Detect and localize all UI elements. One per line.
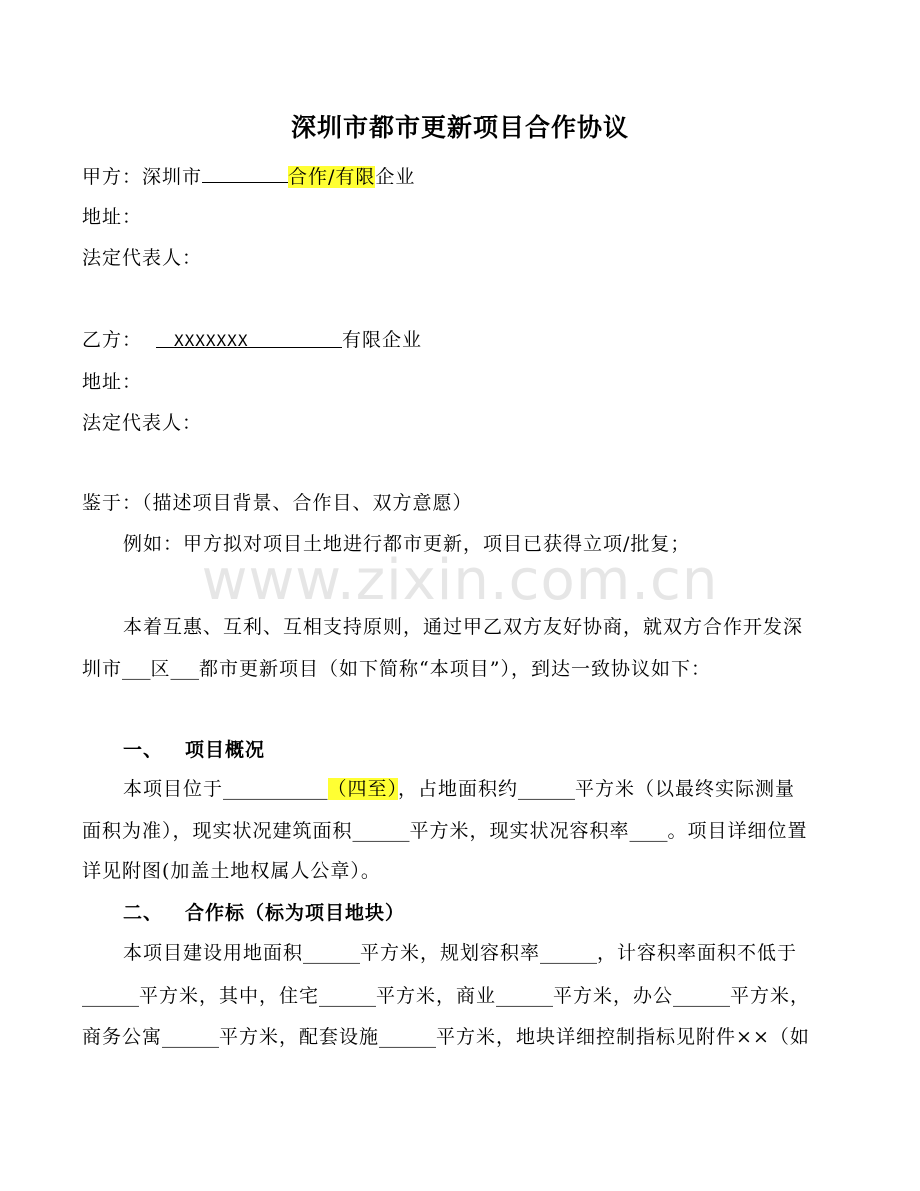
party-b-suffix: 有限企业 (342, 329, 423, 351)
principle-line-2: 圳市___区___都市更新项目（如下简称“本项目”），到达一致协议如下： (82, 658, 711, 680)
section-2-number: 二、 (123, 902, 164, 924)
whereas-line: 鉴于：（描述项目背景、合作目、双方意愿） (82, 492, 473, 514)
section-1-number: 一、 (123, 739, 164, 761)
party-a-highlight: 合作/有限 (288, 166, 376, 188)
party-b-blank: XXXXXXX (156, 328, 342, 348)
section-1-line-2: 面积为准），现实状况建筑面积______平方米，现实状况容积率____。项目详细位置 (82, 820, 808, 842)
section-2-line-1: 本项目建设用地面积______平方米，规划容积率______，计容积率面积不低于 (123, 942, 798, 964)
document-title: 深圳市都市更新项目合作协议 (290, 113, 629, 142)
party-b-line (82, 327, 422, 353)
section-1-line-3: 详见附图(加盖土地权属人公章）。 (82, 860, 381, 882)
party-a-rep: 法定代表人： (82, 247, 203, 269)
section-1-heading (123, 737, 265, 763)
section-1-title: 项目概况 (185, 739, 266, 761)
party-a-address: 地址： (82, 206, 143, 228)
party-a-blank (202, 162, 288, 183)
principle-line-1: 本着互惠、互利、互相支持原则，通过甲乙双方友好协商，就双方合作开发深 (123, 616, 804, 638)
whereas-example: 例如：甲方拟对项目土地进行都市更新，项目已获得立项/批复； (123, 533, 691, 555)
section-2-heading (123, 900, 405, 926)
party-a-label: 甲方：深圳市 (82, 166, 203, 188)
section-2-title: 合作标（标为项目地块） (185, 902, 406, 924)
watermark: www.zixin.com.cn (201, 548, 719, 613)
section-1-line-1: 本项目位于___________（四至），占地面积约______平方米（以最终实际测量 (123, 778, 796, 800)
four-boundaries-highlight: （四至） (327, 778, 399, 800)
section-2-line-3: 商务公寓______平方米，配套设施______平方米，地块详细控制指标见附件××（如 (82, 1026, 810, 1048)
party-a-suffix: 企业 (375, 166, 416, 188)
party-a-line (82, 162, 415, 190)
section-2-line-2: ______平方米，其中，住宅______平方米，商业______平方米，办公______平方米， (82, 985, 811, 1007)
party-b-rep: 法定代表人： (82, 412, 203, 434)
party-b-label: 乙方： (82, 329, 143, 351)
party-b-address: 地址： (82, 371, 143, 393)
